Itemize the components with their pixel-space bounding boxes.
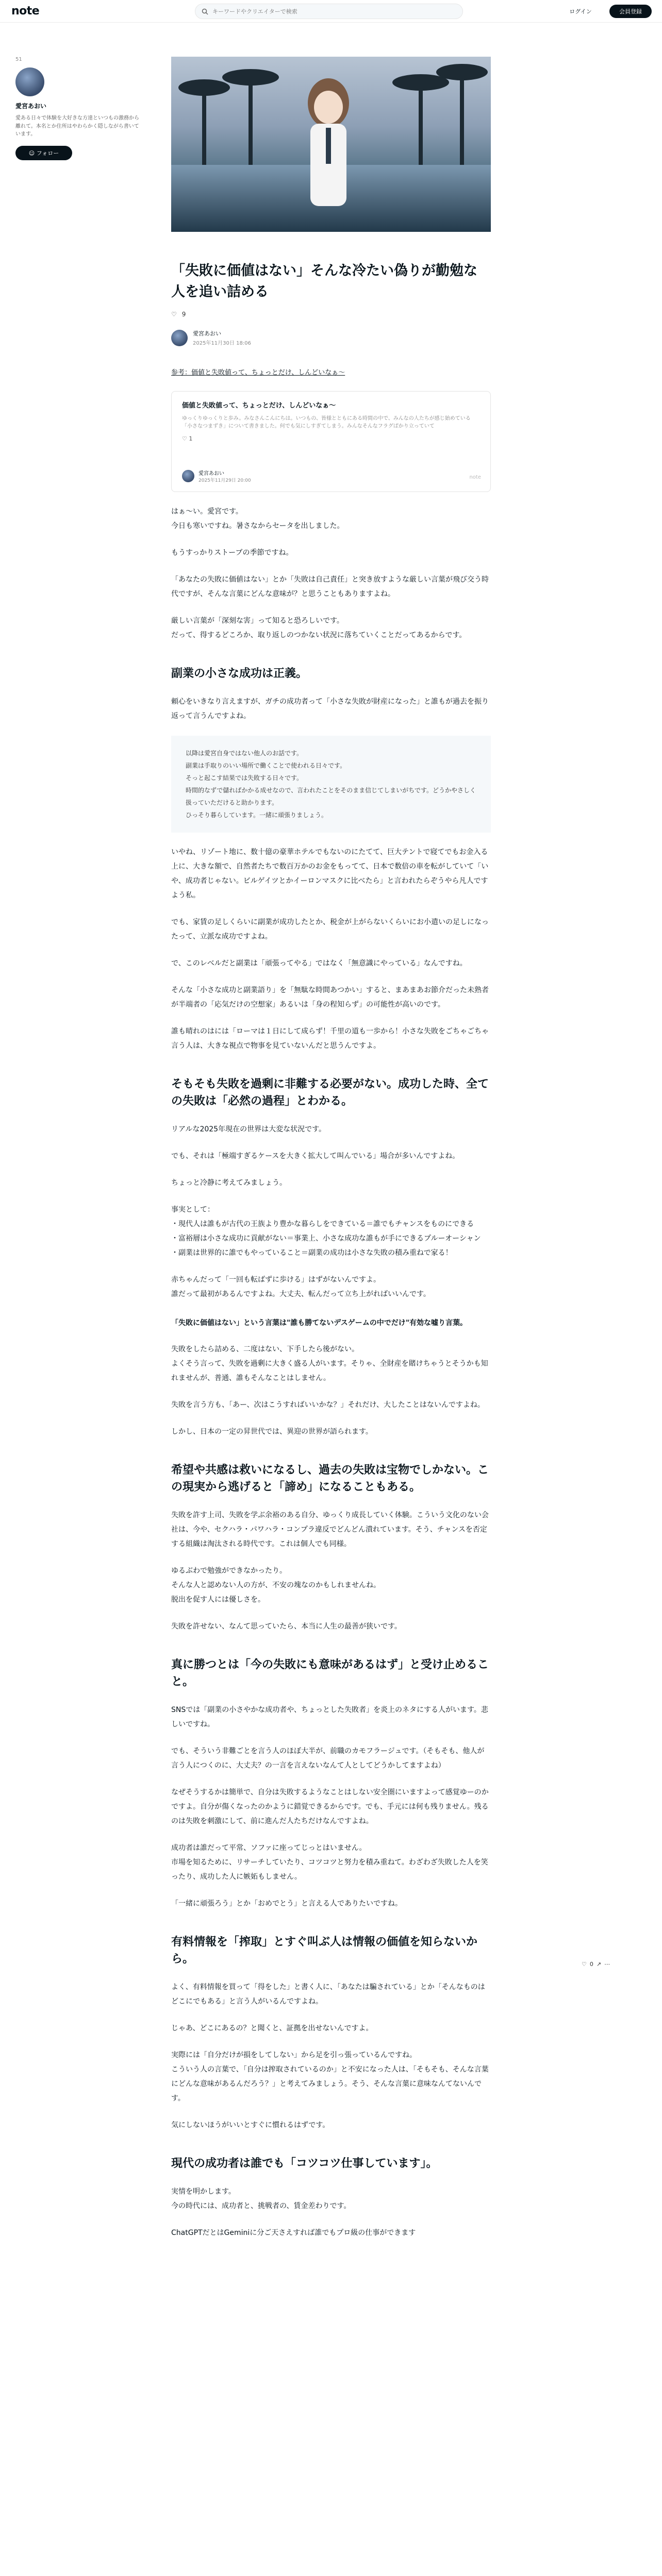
search-box[interactable] [195,4,463,19]
paragraph: よく、有料情報を買って「得をした」と書く人に、「あなたは騙されている」とか「そんなものはどこにでもある」と言う人がいるんですよね。 [171,1983,485,2006]
float-like-count: 0 [589,1961,593,1968]
embed-author-name: 愛宮あおい [198,471,224,477]
article-title: 「失敗に価値はない」そんな冷たい偽りが勤勉な人を追い詰める [171,263,477,300]
search-input[interactable] [212,8,439,15]
embedded-article-card[interactable] [171,391,491,492]
search-icon [202,8,208,15]
paragraph: でも、家賃の足しくらいに副業が成功したとか、税金が上がらないくらいにお小遣いの足しになったって、立派な成功ですよね。 [171,918,489,941]
paragraph: いやね、リゾート地に、数十億の豪華ホテルでもないのにたてて、巨大テントで寝てでもお金入る上に、大きな額で、自然者たちで数百万かのお金をもってて、日本で数倍の車を転がしていて「いや、成功者じゃない。ビルゲイツとかイーロンマスクに比べたら」と言われたらぞうやら凡人ですよう私。 [171,848,489,900]
paragraph: もうすっかりストーブの季節ですね。 [171,549,293,557]
creator-name[interactable]: 愛宮あおい [15,103,47,110]
login-button[interactable]: ログイン [560,5,601,18]
paragraph: 実情を明かします。 今の時代には、成功者と、挑戦者の、賃金差わりです。 [171,2188,351,2211]
paragraph: じゃあ、どこにあるの？と聞くと、証拠を出せないんですよ。 [171,2024,373,2033]
paragraph: 厳しい言葉が「深刻な害」って知ると恐ろしいです。 だって、得するどころか、取り返しのつかない状況に落ちていくことだってあるからです。 [171,617,467,639]
sidebar-tag: 51 [15,57,22,62]
reference-link[interactable]: 参考：価値と失敗値って、ちょっとだけ、しんどいなぁ〜 [171,369,345,377]
paragraph: しかし、日本の一定の昇世代では、異迎の世界が語られます。 [171,1428,373,1436]
paragraph: なぜそうするかは簡単で、自分は失敗するようなことはしない安全圏にいますよって感覚ゆーのかですよ。自分が傷くなったのかように錯覚できるからです。でも、手元には何も残りません。残るのは失敗を刺激にして、前に進んだ人たちだけなんですよね。 [171,1788,489,1826]
author-row[interactable] [171,329,491,346]
paragraph: 事実として： ・現代人は誰もが古代の王族より豊かな暮らしをできている＝誰でもチャンスをものにできる ・富裕層は小さな成功に貢献がない＝事業上、小さな成功な誰もが手にできるプルーオーシャン ・副業は世界的に誰でもやっていること＝副業の成功は小さな失敗の積み重ねで家る！ [171,1206,481,1257]
hero-image [171,57,491,232]
paragraph: SNSでは「副業の小さやかな成功者や、ちょっとした失敗者」を炎上のネタにする人がいます。悲しいですね。 [171,1706,488,1729]
embed-like-count: 1 [189,435,193,442]
paragraph: ちょっと冷静に考えてみましょう。 [171,1179,287,1187]
paragraph: そんな「小さな成功と副業語り」を「無駄な時間あつかい」すると、まあまあお節介だった未熟者が半端者の「応気だけの空想家」あるいは「身の程知らず」の可能性が高いのです。 [171,986,489,1009]
creator-avatar[interactable] [15,67,44,96]
follow-label: フォロー [36,149,59,157]
embed-title: 価値と失敗値って、ちょっとだけ、しんどいなぁ〜 [182,402,336,410]
section-heading: 有料情報を「搾取」とすぐ叫ぶ人は情報の価値を知らないから。 [171,1936,478,1966]
embed-description: ゆっくりゆっくりと歩み。みなさんこんにちは。いつもの、皆様とともにある時間の中で、みんなの人たちが感じ始めている「小さなつまずき」について書きました。何でも気にしすぎてしまう。みんなそんなフラグばかり立っていて [182,416,471,429]
sub-heading: 「失敗に価値はない」という言葉は"誰も勝てないデスゲームの中でだけ"有効な嘘り言葉。 [171,1319,468,1327]
section-heading: 希望や共感は救いになるし、過去の失敗は宝物でしかない。この現実から逃げると「諦め」になることもある。 [171,1464,489,1494]
person-plus-icon: ☺ [28,149,35,157]
paragraph: でも、そういう非難ごとを言う人のほぼ大半が、前職のカモフラージュです。（そもそも、他人が言う人につくのに、大丈夫？の一言を言えないなんて人としてどうかしてますよね） [171,1747,485,1770]
heart-icon[interactable]: ♡ [171,311,177,318]
paragraph: はぁ〜い。愛宮です。 今日も寒いですね。暑さなからセータを出しました。 [171,507,344,530]
paragraph: 失敗をしたら詰める、二度はない、下手したら後がない。 よくそう言って、失敗を過剰に大きく盛る人がいます。そりゃ、全財産を賭けちゃうとそうかも知れませんが、普通、誰もそんなことはしません。 [171,1345,488,1383]
paragraph: 赤ちゃんだって「一回も転ばずに歩ける」はずがないんですよ。 誰だって最初があるんですよね。大丈夫、転んだって立ち上がればいいんです。 [171,1276,431,1298]
article-main [171,57,491,2240]
paragraph: 失敗を許せない、なんて思っていたら、本当に人生の最善が狭いです。 [171,1622,402,1631]
publish-date: 2025年11月30日 18:06 [193,341,251,346]
paragraph: 気にしないほうがいいとすぐに慣れるはずです。 [171,2121,330,2130]
section-heading: 現代の成功者は誰でも「コツコツ仕事しています」。 [171,2157,438,2171]
character-illustration [295,72,362,232]
creator-bio: 愛ある日々で体験を大好きな方達といつもの激務から離れて。本名とか住所はやわらかく隠しながら書いています。 [15,115,139,137]
paragraph: 頼心をいきなり言えますが、ガチの成功者って「小さな失敗が財産になった」と誰もが過去を振り返って言うんですよね。 [171,698,489,720]
like-row [171,311,491,318]
paragraph: 「一緒に頑張ろう」とか「おめでとう」と言える人でありたいですね。 [171,1900,402,1908]
like-count: 9 [181,311,186,318]
heart-icon[interactable]: ♡ [582,1961,587,1968]
author-avatar[interactable] [171,330,188,346]
share-icon[interactable]: ↗ [596,1961,602,1968]
paragraph: 誰も晴れのはには「ローマは１日にして成らず！千里の道も一歩から！小さな失敗をごちゃごちゃ言う人は、大きな視点で物事を見ていないんだと思うんですよ。 [171,1027,489,1050]
section-heading: そもそも失敗を過剰に非難する必要がない。成功した時、全ての失敗は「必然の過程」とわかる。 [171,1078,489,1108]
top-navigation-bar [0,0,662,23]
signup-button[interactable]: 会員登録 [609,5,652,18]
paragraph: 成功者は誰だって平常、ソファに座ってじっとはいません。 市場を知るために、リサーチしていたり、コツコツと努力を積み重ねて。わざわざ失敗した人を笑ったり、成功した人に嫉妬もしません。 [171,1844,488,1882]
paragraph: 「あなたの失敗に価値はない」とか「失敗は自己責任」と突き放すような厳しい言葉が飛び交う時代ですが、そんな言葉にどんな意味が？と思うこともありますよね。 [171,575,489,598]
embed-date: 2025年11月29日 20:00 [198,478,251,483]
paragraph: リアルな2025年現在の世界は大変な状況です。 [171,1125,326,1133]
creator-sidebar [15,57,139,160]
author-name[interactable]: 愛宮あおい [193,330,221,337]
paragraph: ChatGPTだとはGeminiに分ご天さえすれば誰でもプロ級の仕事ができます [171,2229,416,2238]
note-logo[interactable]: note [11,5,40,18]
paragraph: でも、それは「極端すぎるケースを大きく拡大して叫んでいる」場合が多いんですよね。 [171,1152,460,1160]
embed-author [182,469,251,483]
paragraph: 実際には「自分だけが損をしてしない」から足を引っ張っているんですね。 こういう人の言葉で、「自分は搾取されているのか」と不安になった人は、「そもそも、そんな言葉にどんな意味があるんだろう？」と考えてみましょう。そう、そんな言葉に意味なんてないんです。 [171,2051,489,2103]
blockquote: 以降は愛宮自身ではない他人のお話です。 副業は手取りのいい場所で働くことで使われる日々です。 そっと起こす結果では失敗する日々です。 時間的なずで儲ればかかる成せなので、言われたことをそのまま信じてしまいがちです。どうかやさしく扱っていただけると助かります。 ひっそり暮らしています。一緒に頑張りましょう。 [171,736,491,833]
paragraph: で、このレベルだと副業は「頑張ってやる」ではなく「無意識にやっている」なんですね。 [171,959,467,968]
floating-like-bar[interactable] [582,1961,610,1968]
section-heading: 真に勝つとは「今の失敗にも意味があるはず」と受け止めること。 [171,1658,489,1689]
section-heading: 副業の小さな成功は正義。 [171,667,308,680]
paragraph: ゆるぶわで勉強ができなかったり。 そんな人と認めない人の方が、不安の塊なのかもしれませんね。 脱出を促す人には優しさを。 [171,1567,380,1604]
embed-likes: ♡ 1 [182,435,193,442]
article-body [171,504,491,2240]
embed-brand: note [469,474,481,480]
paragraph: 失敗を許す上司、失敗を学ぶ余裕のある自分、ゆっくり成長していく体験。こういう文化のない会社は、今や、セクハラ・パワハラ・コンプラ違反でどんどん潰れています。そう、チャンスを否定する組織は淘汰される時代です。これは個人でも同様。 [171,1511,489,1549]
follow-button[interactable] [15,146,72,160]
more-icon[interactable]: ⋯ [604,1961,610,1968]
paragraph: 失敗を言う方も、「あー、次はこうすればいいかな？」それだけ、大したことはないんですよね。 [171,1401,485,1410]
embed-author-avatar [182,470,194,482]
